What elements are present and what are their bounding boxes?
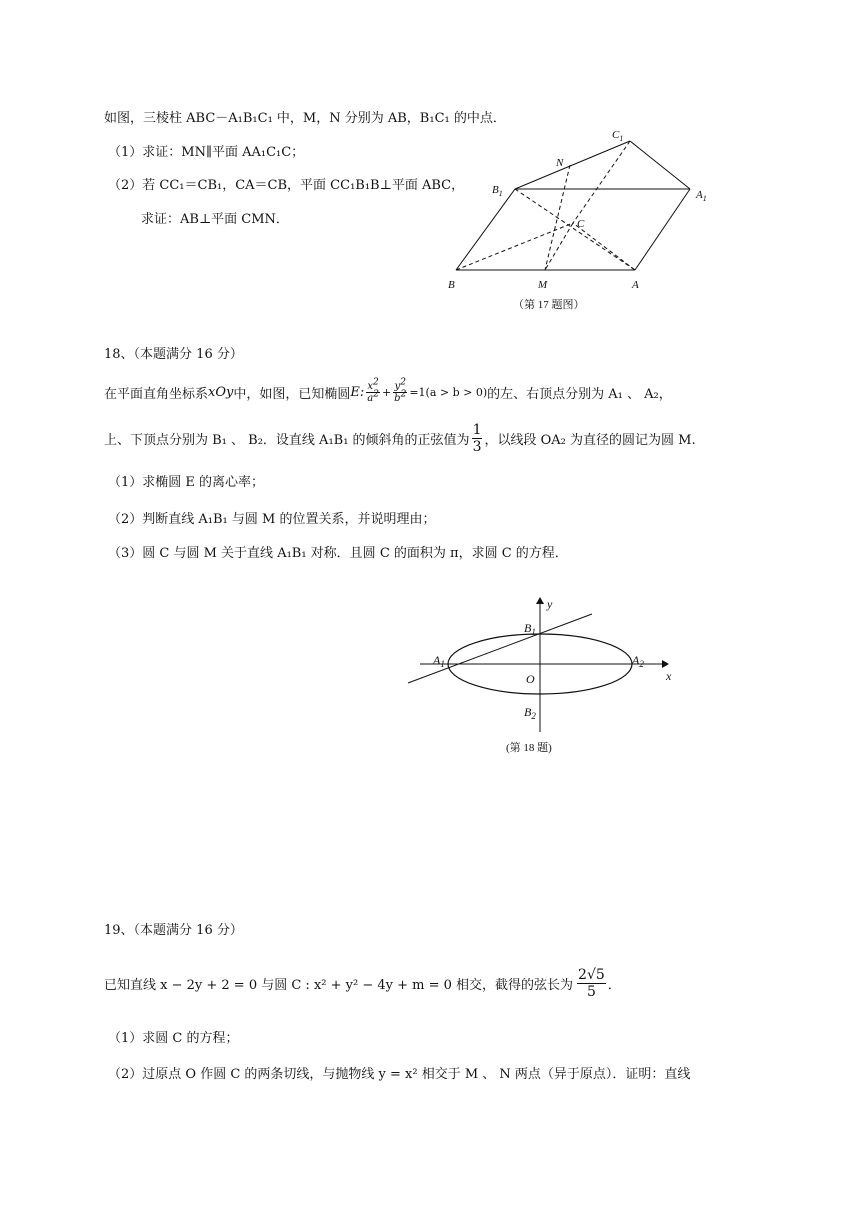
q19-part1: （1）求圆 C 的方程； bbox=[108, 1031, 239, 1046]
q18-part3: （3）圆 C 与圆 M 关于直线 A₁B₁ 对称．且圆 C 的面积为 π，求圆 C 的方程． bbox=[108, 546, 568, 561]
q18-header: 18、（本题满分 16 分） bbox=[104, 347, 243, 362]
q19-header: 19、（本题满分 16 分） bbox=[104, 923, 243, 938]
label-C: C bbox=[577, 218, 585, 230]
q19-part2: （2）过原点 O 作圆 C 的两条切线，与抛物线 y = x² 相交于 M 、 N 两点（异于原点）．证明：直线 bbox=[108, 1067, 691, 1082]
q18-line1-text-a: 在平面直角坐标系 bbox=[104, 386, 209, 402]
label-A: A bbox=[632, 279, 639, 291]
q18-line1-text-c: 的左、右顶点分别为 A₁ 、 A₂， bbox=[487, 386, 672, 402]
q19-line1-text-a: 已知直线 x − 2y + 2 = 0 与圆 C : x² + y² − 4y + m = 0 相交，截得的弦长为 bbox=[104, 977, 574, 993]
q18-line1-text-b: 中，如图，已知椭圆 bbox=[233, 386, 351, 402]
q18-ellipse-name: E: bbox=[350, 384, 365, 400]
q18-sine-fraction: $\frac{1}{3}$ bbox=[472, 421, 482, 455]
label-B1: $B_1$ bbox=[524, 621, 536, 637]
label-A1: $A_1$ bbox=[433, 653, 445, 669]
q18-line2-text-b: ，以线段 OA₂ 为直径的圆记为圆 M. bbox=[484, 432, 696, 448]
q17-intro: 如图，三棱柱 ABC－A₁B₁C₁ 中，M，N 分别为 AB，B₁C₁ 的中点． bbox=[104, 111, 506, 126]
q18-caption: (第 18 题) bbox=[506, 742, 552, 754]
q18-frac-y: $\frac{y^2}{b^2}$ bbox=[394, 377, 407, 404]
q17-part1: （1）求证：MN∥平面 AA₁C₁C； bbox=[108, 145, 305, 160]
q19-line1-text-b: ． bbox=[607, 977, 621, 993]
label-C1: $C_1$ bbox=[612, 129, 624, 143]
q18-xoy: xOy bbox=[208, 384, 234, 400]
q18-part1: （1）求椭圆 E 的离心率； bbox=[108, 475, 265, 490]
q17-part2: （2）若 CC₁＝CB₁，CA＝CB，平面 CC₁B₁B⊥平面 ABC， bbox=[108, 178, 465, 193]
q18-frac-x: $\frac{x^2}{a^2}$ bbox=[367, 377, 379, 404]
q17-part2-conclusion: 求证：AB⊥平面 CMN． bbox=[141, 212, 289, 227]
label-M: M bbox=[538, 279, 548, 291]
label-y-axis: y bbox=[547, 597, 553, 611]
q18-line2-text-a: 上、下顶点分别为 B₁ 、 B₂．设直线 A₁B₁ 的倾斜角的正弦值为 bbox=[104, 432, 470, 448]
q17-caption: （第 17 题图） bbox=[513, 299, 585, 311]
q18-part2: （2）判断直线 A₁B₁ 与圆 M 的位置关系，并说明理由； bbox=[108, 512, 436, 527]
label-A1: $A_1$ bbox=[696, 189, 707, 203]
q18-ellipse-figure bbox=[400, 592, 690, 758]
label-B2: $B_2$ bbox=[524, 705, 536, 721]
label-x-axis: x bbox=[666, 669, 672, 683]
q19-line1 bbox=[104, 958, 621, 1008]
label-A2: $A_2$ bbox=[632, 653, 644, 669]
label-N: N bbox=[556, 157, 564, 169]
label-B1: $B_1$ bbox=[492, 184, 503, 198]
label-origin: O bbox=[526, 672, 535, 686]
q19-chord-fraction: $\frac{2√5}{5}$ bbox=[578, 966, 605, 1000]
q18-line1: 在平面直角坐标系 xOy 中，如图，已知椭圆 E: $\frac{x^2}{a^2}$ + $\frac{y^2}{b^2}$ =1(a > b > 0) 的左、右顶点分别为 A₁ 、 A₂， bbox=[104, 377, 672, 404]
label-B: B bbox=[448, 279, 455, 291]
q17-prism-figure bbox=[440, 120, 730, 320]
q18-line2 bbox=[104, 420, 696, 456]
q18-eq-condition: =1(a > b > 0) bbox=[409, 385, 488, 399]
